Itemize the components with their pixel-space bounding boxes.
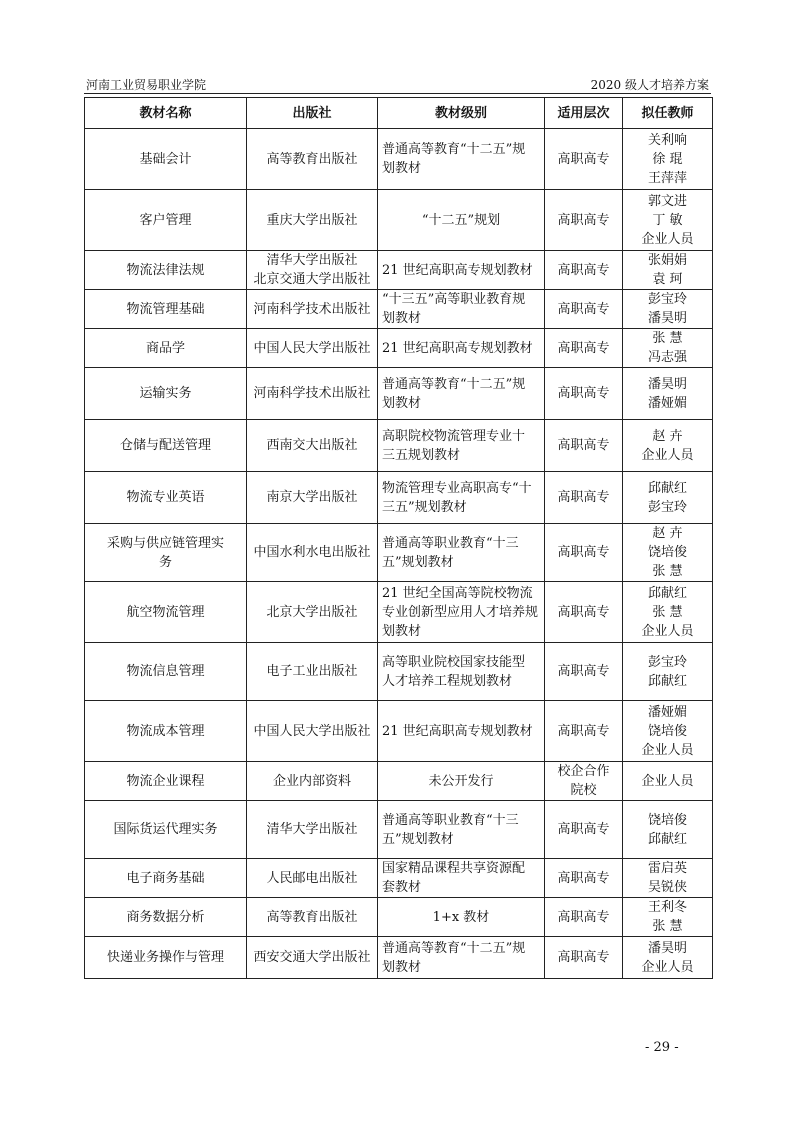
cell-textbook-name: 物流法律法规 xyxy=(85,251,247,290)
cell-textbook-name: 基础会计 xyxy=(85,129,247,190)
cell-teachers xyxy=(623,701,713,762)
cell-teachers-line: 企业人员 xyxy=(641,959,694,975)
cell-textbook-name xyxy=(85,524,247,582)
column-header-publisher: 出版社 xyxy=(247,98,378,129)
cell-textbook-name: 物流成本管理 xyxy=(85,701,247,762)
cell-level-line: 五”规划教材 xyxy=(382,831,454,847)
cell-teachers-line: 彭宝玲 xyxy=(647,292,687,307)
cell-teachers-line: 潘昊明 xyxy=(647,376,687,392)
cell-level xyxy=(378,643,545,701)
cell-teachers xyxy=(623,190,713,251)
table-row xyxy=(85,251,713,290)
cell-textbook-name: 物流管理基础 xyxy=(85,290,247,329)
cell-scope-line: 高职高专 xyxy=(557,664,610,679)
cell-textbook-name: 客户管理 xyxy=(85,190,247,251)
column-header-name: 教材名称 xyxy=(85,98,247,129)
cell-teachers xyxy=(623,643,713,701)
cell-publisher xyxy=(247,524,378,582)
cell-level xyxy=(378,420,545,472)
cell-scope xyxy=(545,420,623,472)
cell-publisher-line: 高等教育出版社 xyxy=(266,151,358,167)
cell-teachers-line: 潘昊明 xyxy=(647,311,687,326)
cell-level xyxy=(378,129,545,190)
cell-teachers-line: 企业人员 xyxy=(641,742,694,758)
header-institution: 河南工业贸易职业学院 xyxy=(86,78,207,92)
cell-level-line: 未公开发行 xyxy=(428,773,494,789)
header-divider xyxy=(84,93,711,94)
cell-teachers-line: 邱献红 xyxy=(647,585,687,601)
page-header xyxy=(84,76,711,94)
cell-level xyxy=(378,368,545,420)
cell-teachers-line: 邱献红 xyxy=(647,673,687,689)
cell-publisher xyxy=(247,190,378,251)
cell-teachers-line: 郭文进 xyxy=(647,193,687,209)
cell-publisher xyxy=(247,898,378,937)
cell-level xyxy=(378,329,545,368)
cell-teachers-line: 企业人员 xyxy=(641,773,694,789)
cell-publisher xyxy=(247,420,378,472)
cell-publisher-line: 南京大学出版社 xyxy=(266,490,358,505)
cell-scope-line: 高职高专 xyxy=(557,151,610,167)
table-row xyxy=(85,937,713,979)
cell-teachers-line: 赵 卉 xyxy=(652,526,683,541)
cell-publisher xyxy=(247,801,378,859)
table-body xyxy=(85,129,713,979)
cell-scope-line: 院校 xyxy=(570,783,597,798)
cell-teachers-line: 张娟娟 xyxy=(647,253,687,268)
cell-scope-line: 高职高专 xyxy=(557,262,610,278)
cell-scope xyxy=(545,524,623,582)
table-row xyxy=(85,643,713,701)
cell-teachers xyxy=(623,898,713,937)
cell-teachers-line: 丁 敏 xyxy=(652,212,683,228)
cell-publisher-line: 北京交通大学出版社 xyxy=(253,272,371,287)
cell-level-line: 普通高等教育“十二五”规 xyxy=(382,142,526,157)
cell-teachers-line: 企业人员 xyxy=(641,231,694,247)
cell-publisher xyxy=(247,129,378,190)
cell-teachers-line: 冯志强 xyxy=(647,350,687,365)
cell-scope xyxy=(545,937,623,979)
cell-publisher-line: 中国人民大学出版社 xyxy=(253,723,371,739)
cell-publisher xyxy=(247,701,378,762)
cell-scope xyxy=(545,329,623,368)
cell-level-line: 套教材 xyxy=(382,880,422,895)
cell-level-line: 高等职业院校国家技能型 xyxy=(382,654,526,670)
cell-teachers xyxy=(623,129,713,190)
cell-scope xyxy=(545,129,623,190)
table-row xyxy=(85,290,713,329)
cell-teachers-line: 吴锐侠 xyxy=(647,880,687,895)
cell-teachers xyxy=(623,859,713,898)
cell-level-line: 21 世纪高职高专规划教材 xyxy=(382,340,533,356)
cell-teachers xyxy=(623,937,713,979)
cell-level-line: 人才培养工程规划教材 xyxy=(382,673,513,689)
cell-teachers-line: 张 慧 xyxy=(652,919,683,934)
table-row xyxy=(85,190,713,251)
cell-publisher xyxy=(247,643,378,701)
cell-scope xyxy=(545,801,623,859)
cell-textbook-name-line: 务 xyxy=(158,554,172,570)
cell-publisher xyxy=(247,290,378,329)
cell-teachers-line: 王利冬 xyxy=(647,900,687,915)
cell-scope xyxy=(545,190,623,251)
cell-publisher xyxy=(247,368,378,420)
textbook-table xyxy=(84,97,713,979)
cell-level-line: 高职院校物流管理专业十 xyxy=(382,428,526,444)
cell-textbook-name: 物流信息管理 xyxy=(85,643,247,701)
cell-scope xyxy=(545,251,623,290)
cell-textbook-name: 物流专业英语 xyxy=(85,472,247,524)
cell-scope xyxy=(545,472,623,524)
table-row xyxy=(85,420,713,472)
cell-level-line: 划教材 xyxy=(382,959,422,975)
cell-scope xyxy=(545,701,623,762)
cell-level xyxy=(378,190,545,251)
cell-scope xyxy=(545,859,623,898)
cell-teachers xyxy=(623,801,713,859)
cell-publisher-line: 电子工业出版社 xyxy=(266,664,358,679)
cell-level-line: 21 世纪全国高等院校物流 xyxy=(382,585,533,601)
cell-teachers xyxy=(623,420,713,472)
table-row xyxy=(85,582,713,643)
cell-level-line: 21 世纪高职高专规划教材 xyxy=(382,262,533,278)
cell-level-line: 普通高等职业教育“十三 xyxy=(382,812,519,828)
cell-scope-line: 高职高专 xyxy=(557,490,610,505)
cell-textbook-name: 物流企业课程 xyxy=(85,762,247,801)
cell-teachers-line: 彭宝玲 xyxy=(647,654,687,670)
cell-level xyxy=(378,937,545,979)
cell-level-line: 普通高等职业教育“十三 xyxy=(382,535,519,551)
cell-level-line: 1+x 教材 xyxy=(432,909,490,925)
cell-level xyxy=(378,801,545,859)
cell-scope-line: 校企合作 xyxy=(557,764,610,779)
cell-teachers-line: 徐 琨 xyxy=(652,151,683,167)
cell-teachers-line: 彭宝玲 xyxy=(647,499,687,515)
cell-scope-line: 高职高专 xyxy=(557,909,610,925)
cell-scope-line: 高职高专 xyxy=(557,301,610,317)
cell-publisher-line: 清华大学出版社 xyxy=(266,253,358,268)
cell-publisher xyxy=(247,582,378,643)
cell-level-line: 普通高等教育“十二五”规 xyxy=(382,376,526,392)
cell-scope xyxy=(545,643,623,701)
cell-level xyxy=(378,859,545,898)
cell-teachers-line: 张 慧 xyxy=(652,564,683,579)
cell-scope-line: 高职高专 xyxy=(557,950,610,965)
cell-textbook-name: 快递业务操作与管理 xyxy=(85,937,247,979)
cell-teachers xyxy=(623,290,713,329)
cell-scope-line: 高职高专 xyxy=(557,822,610,837)
cell-publisher xyxy=(247,329,378,368)
cell-teachers-line: 雷启英 xyxy=(647,861,687,876)
cell-level xyxy=(378,472,545,524)
cell-level-line: 划教材 xyxy=(382,311,422,326)
cell-teachers-line: 袁 珂 xyxy=(652,272,683,287)
cell-scope-line: 高职高专 xyxy=(557,545,610,560)
cell-level-line: 物流管理专业高职高专“十 xyxy=(382,480,532,496)
cell-teachers-line: 潘昊明 xyxy=(647,940,687,956)
column-header-scope: 适用层次 xyxy=(545,98,623,129)
cell-scope xyxy=(545,762,623,801)
cell-teachers xyxy=(623,762,713,801)
cell-publisher xyxy=(247,472,378,524)
cell-teachers-line: 王萍萍 xyxy=(647,170,687,186)
cell-publisher-line: 中国人民大学出版社 xyxy=(253,340,371,356)
cell-publisher-line: 西南交大出版社 xyxy=(266,438,358,453)
cell-level xyxy=(378,762,545,801)
cell-teachers xyxy=(623,329,713,368)
cell-level-line: 划教材 xyxy=(382,623,422,639)
cell-level-line: “十二五”规划 xyxy=(421,212,501,228)
cell-level xyxy=(378,898,545,937)
cell-level xyxy=(378,582,545,643)
cell-scope xyxy=(545,898,623,937)
cell-scope-line: 高职高专 xyxy=(557,870,610,886)
cell-level-line: 普通高等教育“十二五”规 xyxy=(382,940,526,956)
cell-scope-line: 高职高专 xyxy=(557,723,610,739)
cell-scope-line: 高职高专 xyxy=(557,212,610,228)
cell-level-line: 三五”规划教材 xyxy=(382,499,467,515)
table-header-row xyxy=(85,98,713,129)
page-number: - 29 - xyxy=(645,1040,679,1055)
column-header-teachers: 拟任教师 xyxy=(623,98,713,129)
cell-teachers-line: 张 慧 xyxy=(652,604,683,620)
cell-teachers xyxy=(623,251,713,290)
table-row xyxy=(85,701,713,762)
cell-teachers xyxy=(623,368,713,420)
table-row xyxy=(85,859,713,898)
table-row xyxy=(85,524,713,582)
cell-publisher xyxy=(247,251,378,290)
cell-textbook-name: 商品学 xyxy=(85,329,247,368)
cell-textbook-name-line: 采购与供应链管理实 xyxy=(106,535,224,551)
cell-publisher-line: 清华大学出版社 xyxy=(266,822,358,837)
cell-scope xyxy=(545,290,623,329)
column-header-level: 教材级别 xyxy=(378,98,545,129)
cell-teachers-line: 潘娅媚 xyxy=(647,395,687,411)
cell-publisher-line: 中国水利水电出版社 xyxy=(253,545,371,560)
cell-teachers-line: 饶培俊 xyxy=(647,812,687,828)
table-row xyxy=(85,472,713,524)
cell-scope xyxy=(545,368,623,420)
cell-teachers xyxy=(623,472,713,524)
cell-scope-line: 高职高专 xyxy=(557,386,610,401)
cell-teachers-line: 关利响 xyxy=(647,132,687,148)
cell-level xyxy=(378,701,545,762)
cell-publisher-line: 西安交通大学出版社 xyxy=(253,950,371,965)
cell-scope-line: 高职高专 xyxy=(557,340,610,356)
cell-teachers-line: 赵 卉 xyxy=(652,428,683,444)
cell-level-line: 21 世纪高职高专规划教材 xyxy=(382,723,533,739)
cell-publisher xyxy=(247,859,378,898)
cell-teachers-line: 潘娅媚 xyxy=(647,704,687,720)
cell-publisher-line: 企业内部资料 xyxy=(272,773,351,789)
cell-textbook-name: 国际货运代理实务 xyxy=(85,801,247,859)
cell-publisher-line: 河南科学技术出版社 xyxy=(253,301,371,317)
cell-teachers xyxy=(623,524,713,582)
cell-level-line: 国家精品课程共享资源配 xyxy=(382,861,526,876)
cell-level-line: 划教材 xyxy=(382,395,422,411)
cell-teachers-line: 企业人员 xyxy=(641,447,694,463)
cell-textbook-name: 仓储与配送管理 xyxy=(85,420,247,472)
table-row xyxy=(85,368,713,420)
cell-publisher-line: 河南科学技术出版社 xyxy=(253,386,371,401)
cell-publisher xyxy=(247,937,378,979)
cell-publisher-line: 人民邮电出版社 xyxy=(266,870,358,886)
table-row xyxy=(85,329,713,368)
table-row xyxy=(85,762,713,801)
cell-publisher xyxy=(247,762,378,801)
cell-teachers-line: 企业人员 xyxy=(641,623,694,639)
cell-level-line: 划教材 xyxy=(382,161,422,176)
cell-level xyxy=(378,290,545,329)
cell-teachers-line: 饶培俊 xyxy=(647,545,687,560)
cell-publisher-line: 北京大学出版社 xyxy=(266,604,358,620)
cell-publisher-line: 高等教育出版社 xyxy=(266,909,358,925)
cell-publisher-line: 重庆大学出版社 xyxy=(266,212,358,228)
cell-level xyxy=(378,251,545,290)
cell-teachers-line: 邱献红 xyxy=(647,831,687,847)
cell-scope xyxy=(545,582,623,643)
table-row xyxy=(85,129,713,190)
table-row xyxy=(85,801,713,859)
table-row xyxy=(85,898,713,937)
cell-level-line: 专业创新型应用人才培养规 xyxy=(382,604,539,620)
cell-teachers xyxy=(623,582,713,643)
cell-level-line: “十三五”高等职业教育规 xyxy=(382,292,526,307)
cell-textbook-name: 商务数据分析 xyxy=(85,898,247,937)
cell-textbook-name: 电子商务基础 xyxy=(85,859,247,898)
cell-scope-line: 高职高专 xyxy=(557,604,610,620)
cell-teachers-line: 张 慧 xyxy=(652,331,683,346)
cell-teachers-line: 邱献红 xyxy=(647,480,687,496)
cell-textbook-name: 运输实务 xyxy=(85,368,247,420)
cell-textbook-name: 航空物流管理 xyxy=(85,582,247,643)
header-document-title: 2020 级人才培养方案 xyxy=(590,78,709,92)
cell-teachers-line: 饶培俊 xyxy=(647,723,687,739)
cell-level-line: 三五规划教材 xyxy=(382,447,461,463)
cell-level-line: 五”规划教材 xyxy=(382,554,454,570)
cell-level xyxy=(378,524,545,582)
cell-scope-line: 高职高专 xyxy=(557,438,610,453)
